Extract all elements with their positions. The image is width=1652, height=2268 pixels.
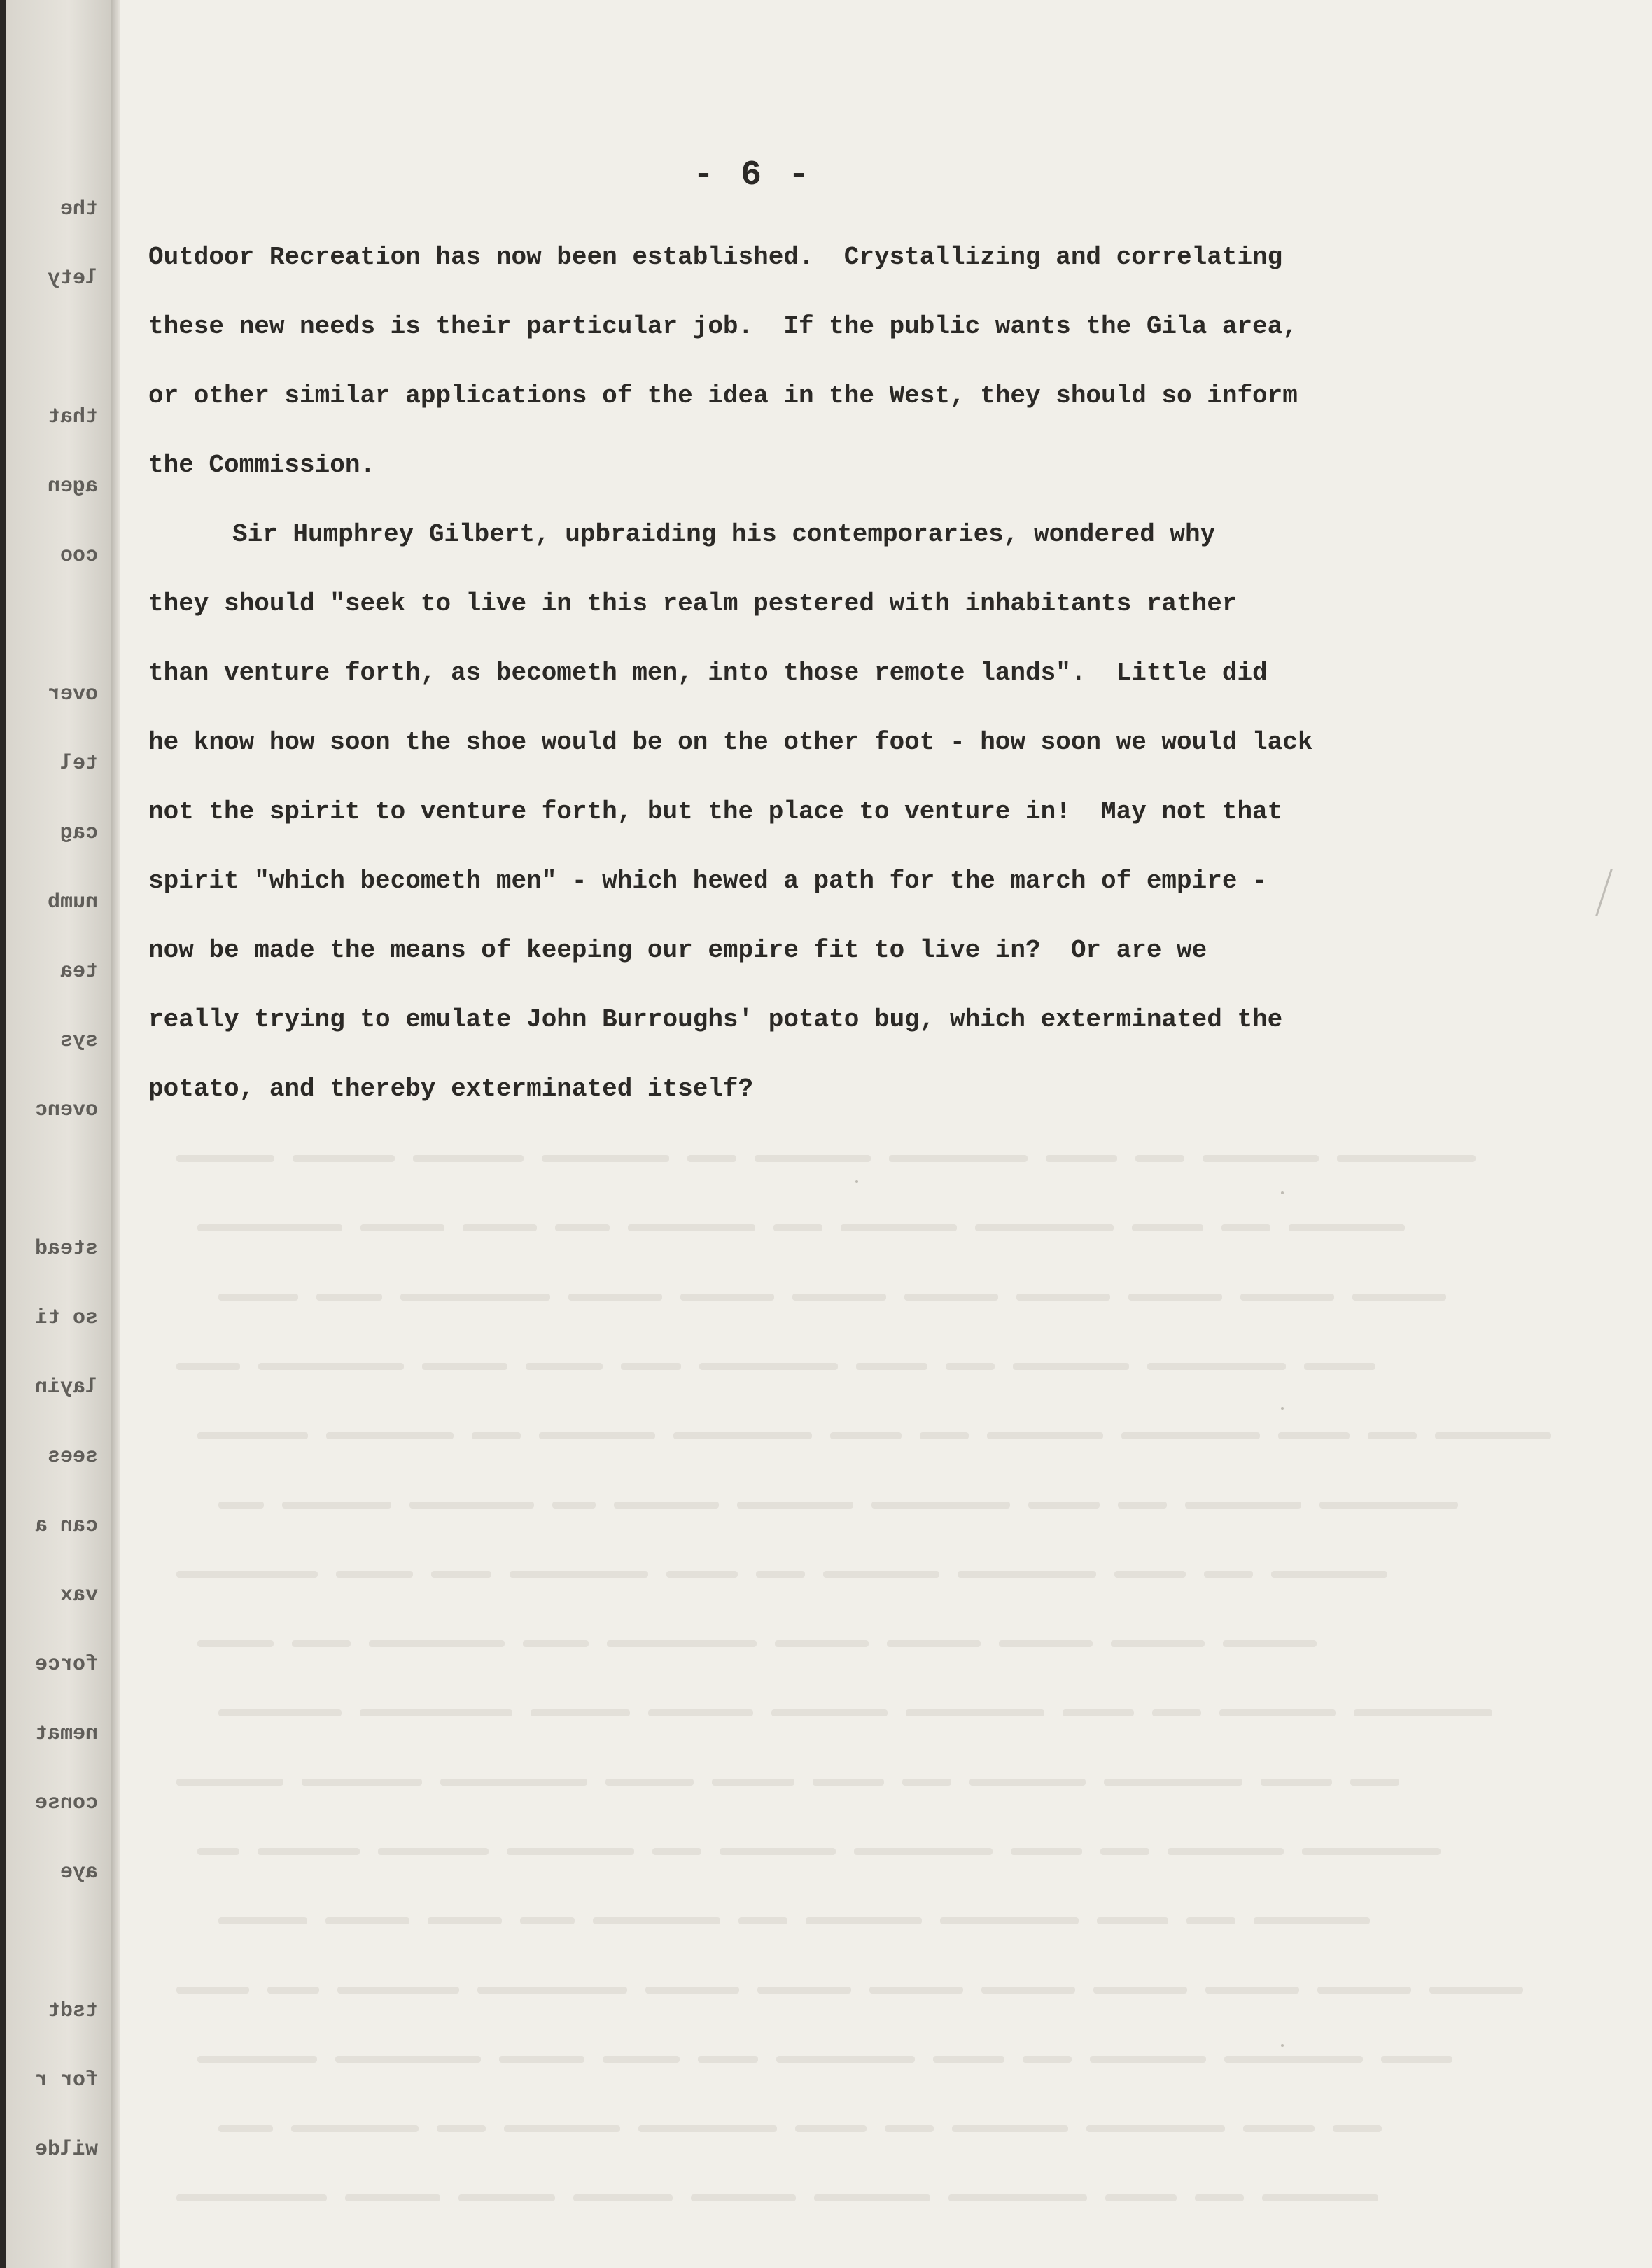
ghost-word [176, 2194, 327, 2202]
ghost-word [176, 1155, 274, 1162]
ghost-word [771, 1709, 888, 1716]
ghost-word [987, 1432, 1103, 1439]
facing-page-fragment: wilde [34, 2138, 98, 2162]
ghost-word [1271, 1571, 1387, 1578]
facing-page-fragment: coo [59, 544, 98, 568]
ghost-word [1118, 1502, 1167, 1508]
text-line: Outdoor Recreation has now been established. Crystallizing and correlating [148, 243, 1283, 272]
facing-page-fragment: agen [47, 475, 98, 498]
ghost-word [1223, 1640, 1317, 1647]
facing-page-fragment: force [34, 1653, 98, 1676]
facing-page-mirrored-text [6, 175, 111, 2185]
ghost-word [1195, 2194, 1244, 2202]
ghost-word [638, 2125, 777, 2132]
ghost-word [440, 1779, 587, 1786]
ghost-word [887, 1640, 981, 1647]
ghost-word [806, 1917, 922, 1924]
ghost-word [360, 1224, 444, 1231]
facing-page-fragment: can a [34, 1514, 98, 1538]
text-line: the Commission. [148, 451, 376, 479]
facing-page-fragment: the [59, 197, 98, 221]
ghost-word [885, 2125, 934, 2132]
text-line: Sir Humphrey Gilbert, upbraiding his contemporaries, wondered why [232, 520, 1216, 549]
ghost-word [302, 1779, 422, 1786]
ghost-word [1429, 1987, 1523, 1994]
ghost-word [606, 1779, 694, 1786]
ghost-word [378, 1848, 489, 1855]
paper-speck [855, 1180, 858, 1183]
ghost-word [1261, 1779, 1332, 1786]
ghost-word [776, 2056, 915, 2063]
facing-page-fragment: numb [47, 890, 98, 914]
ghost-word [1320, 1502, 1458, 1508]
ghost-word [854, 1848, 993, 1855]
facing-page-fragment: sees [47, 1445, 98, 1469]
ghost-word [293, 1155, 395, 1162]
ghost-word [400, 1294, 550, 1301]
facing-page-fragment [6, 1907, 98, 1977]
ghost-word [757, 1987, 851, 1994]
ghost-word [1100, 1848, 1149, 1855]
ghost-word [940, 1917, 1079, 1924]
ghost-word [1086, 2125, 1225, 2132]
ghost-word [1435, 1432, 1551, 1439]
ghost-word [737, 1502, 853, 1508]
facing-page-fragment [6, 591, 98, 660]
facing-page-fragment: ovenc [34, 1098, 98, 1122]
ghost-word [258, 1848, 360, 1855]
paper-speck [1281, 2044, 1284, 2047]
facing-page-fragment: for r [34, 2068, 98, 2092]
ghost-word [869, 1987, 963, 1994]
ghost-word [410, 1502, 534, 1508]
facing-page-fragment: vax [59, 1583, 98, 1607]
facing-page-fragment: layin [34, 1376, 98, 1399]
ghost-word [458, 2194, 555, 2202]
ghost-word [614, 1502, 719, 1508]
ghost-word [856, 1363, 927, 1370]
ghost-word [176, 1363, 240, 1370]
paragraph-1 [148, 223, 1604, 500]
ghost-word [218, 1502, 264, 1508]
ghost-word [197, 1640, 274, 1647]
ghost-word [197, 2056, 317, 2063]
ghost-word [1016, 1294, 1110, 1301]
ghost-word [526, 1363, 603, 1370]
paper-speck [1281, 1407, 1284, 1410]
ghost-word [969, 1779, 1086, 1786]
facing-page [6, 0, 111, 2268]
ghost-word [573, 2194, 673, 2202]
ghost-word [1114, 1571, 1186, 1578]
ghost-word [775, 1640, 869, 1647]
ghost-word [176, 1779, 284, 1786]
ghost-word [1333, 2125, 1382, 2132]
ghost-word [1224, 2056, 1363, 2063]
ghost-word [652, 1848, 701, 1855]
facing-page-fragment: cag [59, 821, 98, 845]
ghost-word [1304, 1363, 1376, 1370]
facing-page-fragment: that [47, 405, 98, 429]
ghost-word [1222, 1224, 1270, 1231]
ghost-word [337, 1987, 459, 1994]
ghost-word [889, 1155, 1028, 1162]
ghost-word [902, 1779, 951, 1786]
facing-page-fragment: so ti [34, 1306, 98, 1330]
paper-speck [1281, 1191, 1284, 1194]
facing-page-fragment: nemat [34, 1722, 98, 1746]
ghost-word [795, 2125, 867, 2132]
ghost-word [360, 1709, 512, 1716]
ghost-word [510, 1571, 648, 1578]
ghost-word [1203, 1155, 1319, 1162]
ghost-word [336, 1571, 413, 1578]
ghost-word [176, 1987, 249, 1994]
ghost-word [813, 1779, 884, 1786]
ghost-word [197, 1224, 342, 1231]
text-line: than venture forth, as becometh men, into those remote lands". Little did [148, 659, 1268, 687]
ghost-word [1135, 1155, 1184, 1162]
text-line: really trying to emulate John Burroughs' potato bug, which exterminated the [148, 1005, 1283, 1034]
ghost-word [1063, 1709, 1134, 1716]
text-line: these new needs is their particular job. If the public wants the Gila area, [148, 312, 1298, 341]
ghost-word [520, 1917, 575, 1924]
ghost-word [1350, 1779, 1399, 1786]
ghost-word [345, 2194, 440, 2202]
ghost-word [645, 1987, 739, 1994]
page-gutter [111, 0, 120, 2268]
ghost-word [673, 1432, 812, 1439]
ghost-word [335, 2056, 481, 2063]
ghost-word [1205, 1987, 1299, 1994]
ghost-word [542, 1155, 669, 1162]
ghost-word [218, 1709, 342, 1716]
ghost-word [499, 2056, 584, 2063]
ghost-word [369, 1640, 505, 1647]
ghost-word [906, 1709, 1044, 1716]
ghost-word [946, 1363, 995, 1370]
book-binding [0, 0, 6, 2268]
ghost-word [1243, 2125, 1315, 2132]
ghost-word [1317, 1987, 1411, 1994]
ghost-word [904, 1294, 998, 1301]
ghost-word [698, 2056, 758, 2063]
facing-page-fragment: tea [59, 960, 98, 983]
ghost-word [691, 2194, 796, 2202]
ghost-word [507, 1848, 634, 1855]
ghost-word [1132, 1224, 1203, 1231]
ghost-word [292, 1640, 351, 1647]
ghost-word [437, 2125, 486, 2132]
ghost-word [258, 1363, 404, 1370]
ghost-word [568, 1294, 662, 1301]
ghost-word [720, 1848, 836, 1855]
ghost-word [1105, 2194, 1177, 2202]
facing-page-fragment: tel [59, 752, 98, 776]
ghost-word [1152, 1709, 1201, 1716]
ghost-word [593, 1917, 720, 1924]
ghost-word [1368, 1432, 1417, 1439]
ghost-word [1219, 1709, 1336, 1716]
facing-page-fragment: over [47, 682, 98, 706]
ghost-word [531, 1709, 630, 1716]
ghost-word [981, 1987, 1075, 1994]
text-line: potato, and thereby exterminated itself? [148, 1074, 754, 1103]
ghost-word [628, 1224, 755, 1231]
ghost-word [523, 1640, 589, 1647]
ghost-word [621, 1363, 681, 1370]
text-line: spirit "which becometh men" - which hewed a path for the march of empire - [148, 867, 1268, 895]
ghost-word [1278, 1432, 1350, 1439]
ghost-word [282, 1502, 391, 1508]
ghost-word [1168, 1848, 1284, 1855]
facing-page-fragment [6, 1145, 98, 1214]
text-line: he know how soon the shoe would be on the other foot - how soon we would lack [148, 728, 1313, 757]
ghost-word [1254, 1917, 1370, 1924]
ghost-word [755, 1155, 871, 1162]
facing-page-fragment [6, 314, 98, 383]
ghost-word [472, 1432, 521, 1439]
ghost-word [999, 1640, 1093, 1647]
ghost-word [326, 1917, 410, 1924]
ghost-word [1186, 1917, 1236, 1924]
ghost-word [218, 2125, 273, 2132]
ghost-word [1354, 1709, 1492, 1716]
ghost-word [555, 1224, 610, 1231]
facing-page-fragment: tsdt [47, 1999, 98, 2023]
ghost-word [1240, 1294, 1334, 1301]
ghost-word [1337, 1155, 1476, 1162]
ghost-word [552, 1502, 596, 1508]
ghost-word [687, 1155, 736, 1162]
ghost-word [1090, 2056, 1206, 2063]
ghost-word [1204, 1571, 1253, 1578]
facing-page-fragment: lety [47, 267, 98, 290]
facing-page-fragment: stead [34, 1237, 98, 1261]
ghost-word [975, 1224, 1114, 1231]
document-page [120, 0, 1652, 2268]
ghost-word [539, 1432, 655, 1439]
ghost-word [291, 2125, 419, 2132]
ghost-word [830, 1432, 902, 1439]
text-line: now be made the means of keeping our empire fit to live in? Or are we [148, 936, 1208, 965]
ghost-word [1046, 1155, 1117, 1162]
text-line: or other similar applications of the idea in the West, they should so inform [148, 382, 1298, 410]
ghost-word [1111, 1640, 1205, 1647]
facing-page-fragment: aye [59, 1861, 98, 1884]
text-line: they should "seek to live in this realm pestered with inhabitants rather [148, 589, 1238, 618]
ghost-word [463, 1224, 537, 1231]
ghost-word [872, 1502, 1010, 1508]
ghost-word [1352, 1294, 1446, 1301]
ghost-word [933, 2056, 1004, 2063]
ghost-word [197, 1848, 239, 1855]
ghost-word [1381, 2056, 1452, 2063]
ghost-word [738, 1917, 788, 1924]
paragraph-2 [148, 500, 1604, 1124]
ghost-word [477, 1987, 627, 1994]
ghost-word [218, 1917, 307, 1924]
ghost-word [952, 2125, 1068, 2132]
ghost-word [607, 1640, 757, 1647]
ghost-word [756, 1571, 805, 1578]
ghost-word [504, 2125, 620, 2132]
ghost-word [1262, 2194, 1378, 2202]
ghost-word [792, 1294, 886, 1301]
ghost-word [326, 1432, 454, 1439]
ghost-word [422, 1363, 507, 1370]
ghost-word [1013, 1363, 1129, 1370]
ghost-word [176, 1571, 318, 1578]
ghost-word [648, 1709, 753, 1716]
ghost-word [920, 1432, 969, 1439]
ghost-word [428, 1917, 502, 1924]
ghost-word [823, 1571, 939, 1578]
ghost-word [603, 2056, 680, 2063]
ghost-word [1302, 1848, 1441, 1855]
ghost-word [413, 1155, 524, 1162]
ghost-word [774, 1224, 822, 1231]
ghost-word [1028, 1502, 1100, 1508]
ghost-word [1011, 1848, 1082, 1855]
ghost-word [666, 1571, 738, 1578]
ghost-word [1104, 1779, 1242, 1786]
ghost-word [814, 2194, 930, 2202]
ghost-word [1023, 2056, 1072, 2063]
ghost-word [680, 1294, 774, 1301]
ghost-word [1289, 1224, 1405, 1231]
ghost-word [699, 1363, 838, 1370]
ghost-word [431, 1571, 491, 1578]
ghost-word [197, 1432, 308, 1439]
ghost-word [1185, 1502, 1301, 1508]
ghost-word [712, 1779, 794, 1786]
body-text [148, 223, 1604, 1124]
ghost-word [841, 1224, 957, 1231]
ghost-word [1147, 1363, 1286, 1370]
ghost-word [958, 1571, 1096, 1578]
facing-page-fragment: sys [59, 1029, 98, 1053]
ghost-word [1093, 1987, 1187, 1994]
ghost-word [218, 1294, 298, 1301]
text-line: not the spirit to venture forth, but the place to venture in! May not that [148, 797, 1283, 826]
ghost-word [316, 1294, 382, 1301]
ghost-word [1128, 1294, 1222, 1301]
ghost-word [1097, 1917, 1168, 1924]
ghost-word [267, 1987, 319, 1994]
facing-page-fragment: conse [34, 1791, 98, 1815]
page-number: - 6 - [693, 155, 813, 195]
ghost-word [1121, 1432, 1260, 1439]
ghost-word [948, 2194, 1087, 2202]
